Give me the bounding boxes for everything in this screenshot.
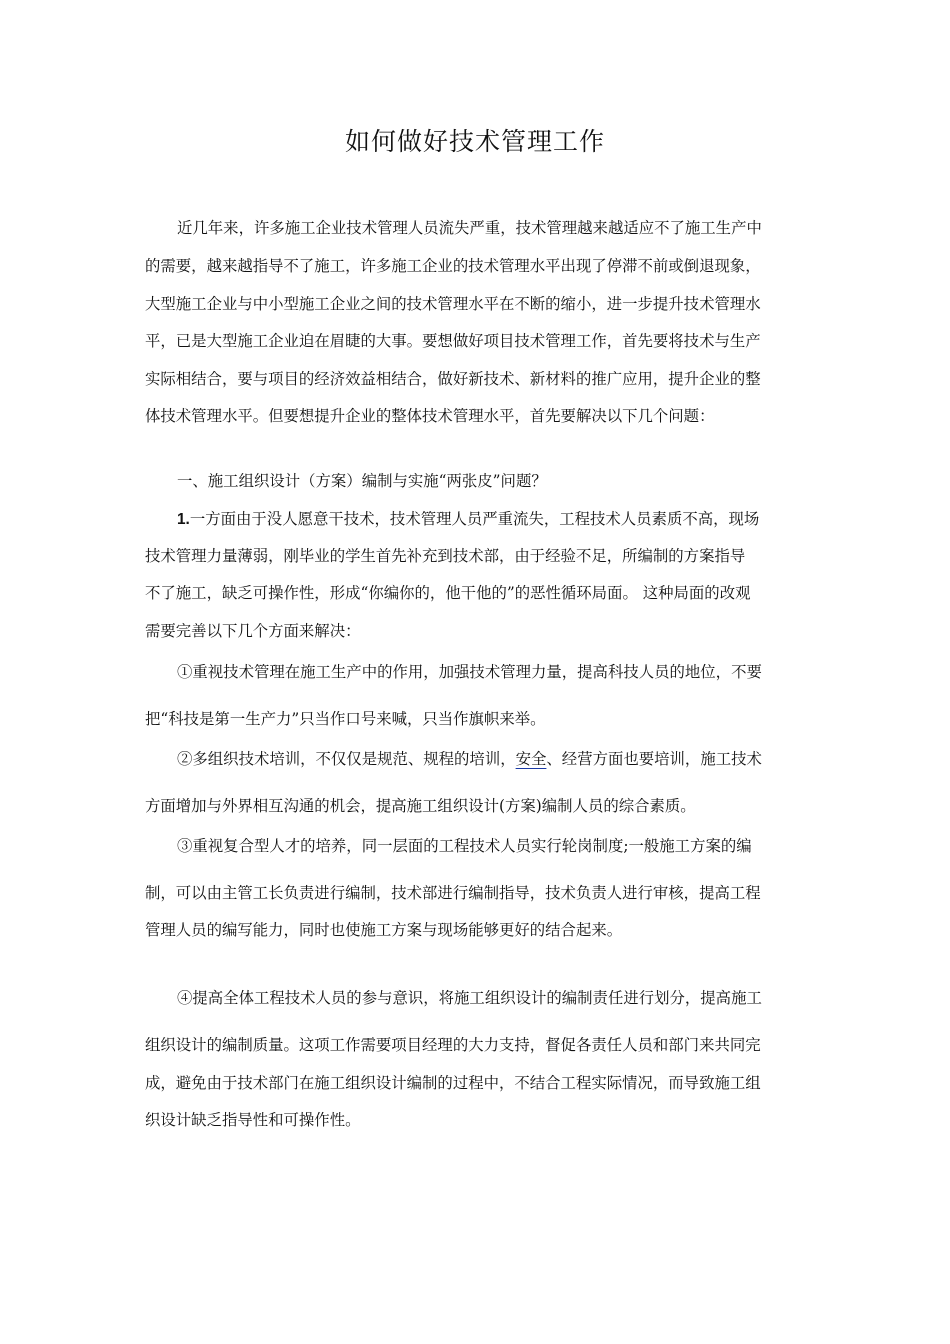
intro-line: 实际相结合，要与项目的经济效益相结合，做好新技术、新材料的推广应用，提升企业的整 xyxy=(145,370,761,388)
point-1-line: 不了施工，缺乏可操作性，形成“你编你的，他干他的”的恶性循环局面。 这种局面的改观 xyxy=(145,584,751,602)
item-2-text: ②多组织技术培训，不仅仅是规范、规程的培训， xyxy=(177,750,516,768)
point-1-line: 技术管理力量薄弱，刚毕业的学生首先补充到技术部，由于经验不足，所编制的方案指导 xyxy=(145,547,746,565)
intro-line: 平，已是大型施工企业迫在眉睫的大事。要想做好项目技术管理工作，首先要将技术与生产 xyxy=(145,332,761,350)
item-4-line: ④提高全体工程技术人员的参与意识，将施工组织设计的编制责任进行划分，提高施工 xyxy=(177,989,762,1007)
point-1-line: 需要完善以下几个方面来解决： xyxy=(145,622,361,640)
intro-line: 体技术管理水平。但要想提升企业的整体技术管理水平，首先要解决以下几个问题： xyxy=(145,407,715,425)
intro-line: 近几年来，许多施工企业技术管理人员流失严重，技术管理越来越适应不了施工生产中 xyxy=(177,219,762,237)
document-title: 如何做好技术管理工作 xyxy=(344,127,605,156)
item-2-text: 、经营方面也要培训，施工技术 xyxy=(546,750,762,768)
item-4-line: 成，避免由于技术部门在施工组织设计编制的过程中，不结合工程实际情况，而导致施工组 xyxy=(145,1074,761,1092)
item-2-line: 方面增加与外界相互沟通的机会，提高施工组织设计(方案)编制人员的综合素质。 xyxy=(145,797,696,815)
item-3-line: ③重视复合型人才的培养，同一层面的工程技术人员实行轮岗制度;一般施工方案的编 xyxy=(177,837,752,855)
point-1-line xyxy=(177,509,759,530)
item-1-line: 把“科技是第一生产力”只当作口号来喊，只当作旗帜来举。 xyxy=(145,710,546,728)
safety-link[interactable]: 安全 xyxy=(515,750,547,768)
item-3-line: 管理人员的编写能力，同时也使施工方案与现场能够更好的结合起来。 xyxy=(145,921,623,939)
item-2-line xyxy=(177,749,762,769)
point-1-text: 一方面由于没人愿意干技术，技术管理人员严重流失，工程技术人员素质不高，现场 xyxy=(189,510,760,528)
intro-line: 的需要，越来越指导不了施工，许多施工企业的技术管理水平出现了停滞不前或倒退现象， xyxy=(145,257,761,275)
item-3-line: 制，可以由主管工长负责进行编制，技术部进行编制指导，技术负责人进行审核，提高工程 xyxy=(145,884,761,902)
section-heading: 一、施工组织设计（方案）编制与实施“两张皮”问题？ xyxy=(177,472,547,490)
item-1-line: ①重视技术管理在施工生产中的作用，加强技术管理力量，提高科技人员的地位，不要 xyxy=(177,663,762,681)
point-number: 1. xyxy=(177,511,190,528)
intro-line: 大型施工企业与中小型施工企业之间的技术管理水平在不断的缩小，进一步提升技术管理水 xyxy=(145,295,761,313)
item-4-line: 组织设计的编制质量。这项工作需要项目经理的大力支持，督促各责任人员和部门来共同完 xyxy=(145,1036,761,1054)
item-4-line: 织设计缺乏指导性和可操作性。 xyxy=(145,1111,361,1129)
